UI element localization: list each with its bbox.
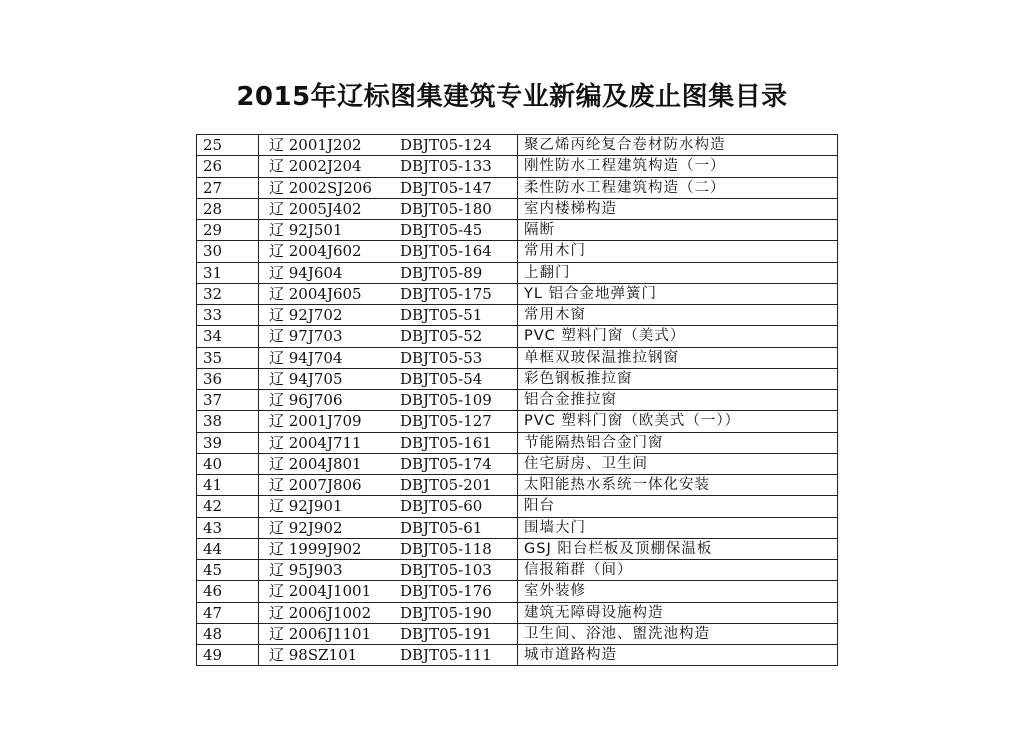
table-row [197, 475, 837, 496]
row-number-cell: 47 [197, 603, 259, 623]
table-row [197, 369, 837, 390]
atlas-name-cell: 室外装修 [524, 583, 586, 600]
atlas-name-cell: 单框双玻保温推拉钢窗 [524, 349, 679, 366]
standard-number-cell: DBJT05-191 [394, 624, 518, 644]
table-row [197, 624, 837, 645]
table-row [197, 178, 837, 199]
table-row [197, 199, 837, 220]
row-number-cell: 44 [197, 539, 259, 559]
row-number-cell: 41 [197, 475, 259, 495]
atlas-name-cell: 彩色钢板推拉窗 [524, 370, 633, 387]
atlas-name-cell: 常用木窗 [524, 307, 586, 323]
standard-number-cell: DBJT05-175 [394, 284, 518, 304]
atlas-code-cell: 辽 2004J801 [269, 454, 362, 473]
standard-number-cell: DBJT05-118 [394, 539, 518, 559]
table-row [197, 284, 837, 305]
row-number-cell: 38 [197, 411, 259, 431]
standard-number-cell: DBJT05-52 [394, 326, 518, 346]
atlas-name-cell: 节能隔热铝合金门窗 [524, 434, 664, 451]
atlas-code-cell: 辽 92J902 [269, 518, 343, 537]
standard-number-cell: DBJT05-190 [394, 603, 518, 623]
standard-number-cell: DBJT05-147 [394, 178, 518, 198]
table-row [197, 305, 837, 326]
row-number-cell: 46 [197, 581, 259, 601]
table-row [197, 326, 837, 347]
atlas-code-cell: 辽 2005J402 [269, 199, 362, 218]
table-row [197, 348, 837, 369]
atlas-name-cell: 隔断 [524, 222, 555, 238]
standard-number-cell: DBJT05-45 [394, 220, 518, 240]
atlas-code-cell: 辽 1999J902 [269, 539, 362, 558]
row-number-cell: 34 [197, 326, 259, 346]
row-number-cell: 27 [197, 178, 259, 198]
standard-number-cell: DBJT05-61 [394, 518, 518, 538]
atlas-code-cell: 辽 2004J605 [269, 284, 362, 303]
atlas-code-cell: 辽 96J706 [269, 391, 343, 409]
atlas-name-cell: 阳台 [524, 498, 555, 515]
standard-number-cell: DBJT05-89 [394, 263, 518, 283]
standard-number-cell: DBJT05-103 [394, 560, 518, 580]
row-number-cell: 33 [197, 305, 259, 325]
standard-number-cell: DBJT05-201 [394, 475, 518, 495]
standard-number-cell: DBJT05-124 [394, 135, 518, 155]
standard-number-cell: DBJT05-109 [394, 390, 518, 410]
row-number-cell: 35 [197, 348, 259, 368]
atlas-code-cell: 辽 2006J1002 [269, 603, 372, 622]
table-row [197, 390, 837, 411]
standard-number-cell: DBJT05-164 [394, 241, 518, 261]
row-number-cell: 32 [197, 284, 259, 304]
row-number-cell: 42 [197, 496, 259, 516]
row-number-cell: 39 [197, 433, 259, 453]
atlas-name-cell: 聚乙烯丙纶复合卷材防水构造 [524, 137, 726, 153]
table-row [197, 263, 837, 284]
table-row [197, 411, 837, 432]
atlas-code-cell: 辽 2002J204 [269, 157, 362, 176]
standard-number-cell: DBJT05-111 [394, 645, 518, 665]
atlas-code-cell: 辽 2001J202 [269, 136, 362, 154]
atlas-code-cell: 辽 2007J806 [269, 476, 362, 494]
atlas-code-cell: 辽 94J705 [269, 369, 343, 388]
row-number-cell: 29 [197, 220, 259, 240]
standard-number-cell: DBJT05-133 [394, 156, 518, 176]
row-number-cell: 26 [197, 156, 259, 176]
atlas-code-cell: 辽 2006J1101 [269, 624, 372, 643]
table-row [197, 433, 837, 454]
atlas-code-cell: 辽 97J703 [269, 327, 343, 346]
table-row [197, 220, 837, 241]
standard-number-cell: DBJT05-174 [394, 454, 518, 474]
atlas-name-cell: 建筑无障碍设施构造 [524, 604, 664, 621]
atlas-name-cell: 太阳能热水系统一体化安装 [524, 477, 710, 493]
atlas-name-cell: PVC 塑料门窗（美式） [524, 328, 686, 345]
atlas-name-cell: GSJ 阳台栏板及顶棚保温板 [524, 540, 713, 557]
row-number-cell: 43 [197, 518, 259, 538]
atlas-name-cell: 住宅厨房、卫生间 [524, 455, 648, 472]
standard-number-cell: DBJT05-127 [394, 411, 518, 431]
standard-number-cell: DBJT05-51 [394, 305, 518, 325]
atlas-name-cell: 卫生间、浴池、盥洗池构造 [524, 625, 710, 642]
atlas-code-cell: 辽 2001J709 [269, 412, 362, 431]
atlas-code-cell: 辽 95J903 [269, 561, 343, 579]
table-row [197, 539, 837, 560]
atlas-name-cell: 城市道路构造 [524, 647, 617, 663]
table-row [197, 603, 837, 624]
catalog-table [196, 134, 838, 666]
page-title: 2015年辽标图集建筑专业新编及废止图集目录 [236, 82, 788, 112]
standard-number-cell: DBJT05-176 [394, 581, 518, 601]
atlas-name-cell: 铝合金推拉窗 [524, 392, 617, 408]
table-row [197, 560, 837, 581]
atlas-name-cell: 常用木门 [524, 243, 586, 260]
atlas-code-cell: 辽 92J501 [269, 221, 343, 239]
atlas-name-cell: 柔性防水工程建筑构造（二） [524, 179, 726, 196]
row-number-cell: 30 [197, 241, 259, 261]
standard-number-cell: DBJT05-53 [394, 348, 518, 368]
table-row [197, 645, 837, 666]
atlas-name-cell: PVC 塑料门窗（欧美式（一）） [524, 413, 741, 430]
atlas-code-cell: 辽 94J604 [269, 263, 343, 282]
table-row [197, 241, 837, 262]
row-number-cell: 48 [197, 624, 259, 644]
row-number-cell: 49 [197, 645, 259, 665]
standard-number-cell: DBJT05-60 [394, 496, 518, 516]
row-number-cell: 31 [197, 263, 259, 283]
atlas-code-cell: 辽 2004J711 [269, 433, 362, 452]
atlas-name-cell: 信报箱群（间） [524, 562, 633, 578]
atlas-code-cell: 辽 94J704 [269, 348, 343, 367]
atlas-name-cell: YL 铝合金地弹簧门 [524, 285, 658, 302]
table-row [197, 156, 837, 177]
atlas-name-cell: 上翻门 [524, 264, 571, 281]
atlas-name-cell: 室内楼梯构造 [524, 200, 617, 217]
row-number-cell: 45 [197, 560, 259, 580]
table-row [197, 518, 837, 539]
atlas-code-cell: 辽 2002SJ206 [269, 178, 372, 197]
row-number-cell: 25 [197, 135, 259, 155]
atlas-code-cell: 辽 98SZ101 [269, 646, 358, 664]
standard-number-cell: DBJT05-161 [394, 433, 518, 453]
row-number-cell: 37 [197, 390, 259, 410]
atlas-code-cell: 辽 92J901 [269, 497, 343, 516]
table-row [197, 581, 837, 602]
row-number-cell: 28 [197, 199, 259, 219]
table-row [197, 454, 837, 475]
atlas-code-cell: 辽 2004J602 [269, 242, 362, 261]
atlas-name-cell: 刚性防水工程建筑构造（一） [524, 158, 726, 175]
atlas-code-cell: 辽 2004J1001 [269, 582, 372, 601]
table-row [197, 496, 837, 517]
table-row [197, 135, 837, 156]
standard-number-cell: DBJT05-180 [394, 199, 518, 219]
row-number-cell: 40 [197, 454, 259, 474]
row-number-cell: 36 [197, 369, 259, 389]
atlas-name-cell: 围墙大门 [524, 519, 586, 536]
standard-number-cell: DBJT05-54 [394, 369, 518, 389]
atlas-code-cell: 辽 92J702 [269, 306, 343, 324]
